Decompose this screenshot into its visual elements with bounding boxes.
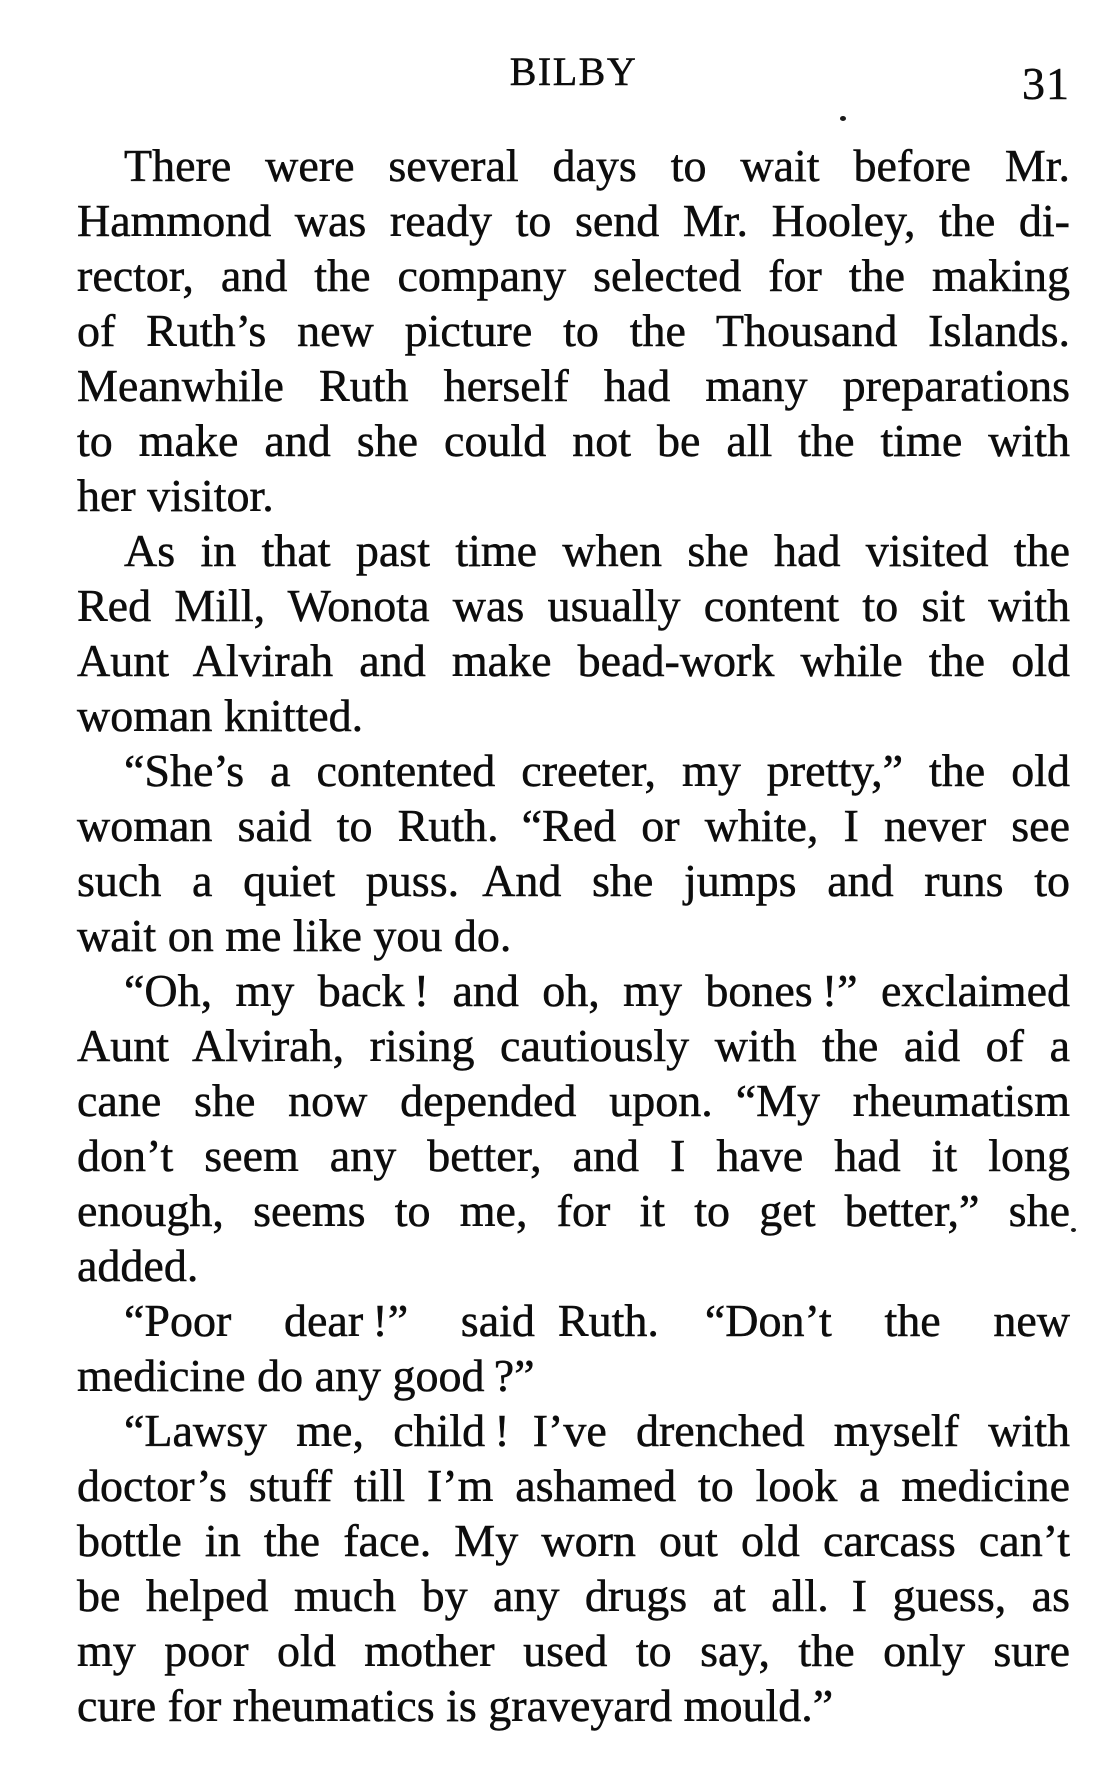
text-line: be helped much by any drugs at all. I guess, as [77,1570,1070,1621]
text-line: added. [77,1240,199,1291]
scan-artifact-dot [840,116,846,121]
text-line: Meanwhile Ruth herself had many preparations [77,360,1070,411]
text-line: “Lawsy me, child ! I’ve drenched myself with [124,1405,1070,1456]
text-line: don’t seem any better, and I have had it long [77,1130,1070,1181]
paragraph [77,743,1070,963]
text-line: Aunt Alvirah and make bead-work while the old [77,635,1070,686]
text-line: to make and she could not be all the time with [77,415,1070,466]
paragraph [77,138,1070,523]
text-line: There were several days to wait before Mr. [124,140,1070,191]
page-text [77,138,1070,1733]
text-line: As in that past time when she had visited the [124,525,1070,576]
text-line: Hammond was ready to send Mr. Hooley, the di- [77,195,1070,246]
text-line: medicine do any good ?” [77,1350,535,1401]
text-line: my poor old mother used to say, the only sure [77,1625,1070,1676]
text-line: Aunt Alvirah, rising cautiously with the aid of a [77,1020,1070,1071]
text-line: “Poor dear !” said Ruth. “Don’t the new [124,1295,1070,1346]
page-header [77,49,1070,109]
text-line: “Oh, my back ! and oh, my bones !” exclaimed [124,965,1070,1016]
text-line: woman said to Ruth. “Red or white, I never see [77,800,1070,851]
text-line: rector, and the company selected for the making [77,250,1070,301]
running-title: BILBY [509,49,638,94]
text-line: wait on me like you do. [77,910,512,961]
text-line: cane she now depended upon. “My rheumatism [77,1075,1070,1126]
scan-artifact-dot [1071,1228,1076,1232]
paragraph [77,523,1070,743]
paragraph [77,963,1070,1293]
text-line: doctor’s stuff till I’m ashamed to look a medicine [77,1460,1070,1511]
text-line: her visitor. [77,470,274,521]
text-line: bottle in the face. My worn out old carcass can’t [77,1515,1070,1566]
paragraph [77,1403,1070,1733]
text-line: of Ruth’s new picture to the Thousand Islands. [77,305,1070,356]
page-number: 31 [1022,58,1070,109]
text-line: “She’s a contented creeter, my pretty,” the old [124,745,1070,796]
paragraph [77,1293,1070,1403]
text-line: such a quiet puss. And she jumps and runs to [77,855,1070,906]
text-line: enough, seems to me, for it to get better,” she [77,1185,1070,1236]
text-line: cure for rheumatics is graveyard mould.” [77,1680,834,1731]
text-line: Red Mill, Wonota was usually content to sit with [77,580,1070,631]
text-line: woman knitted. [77,690,364,741]
